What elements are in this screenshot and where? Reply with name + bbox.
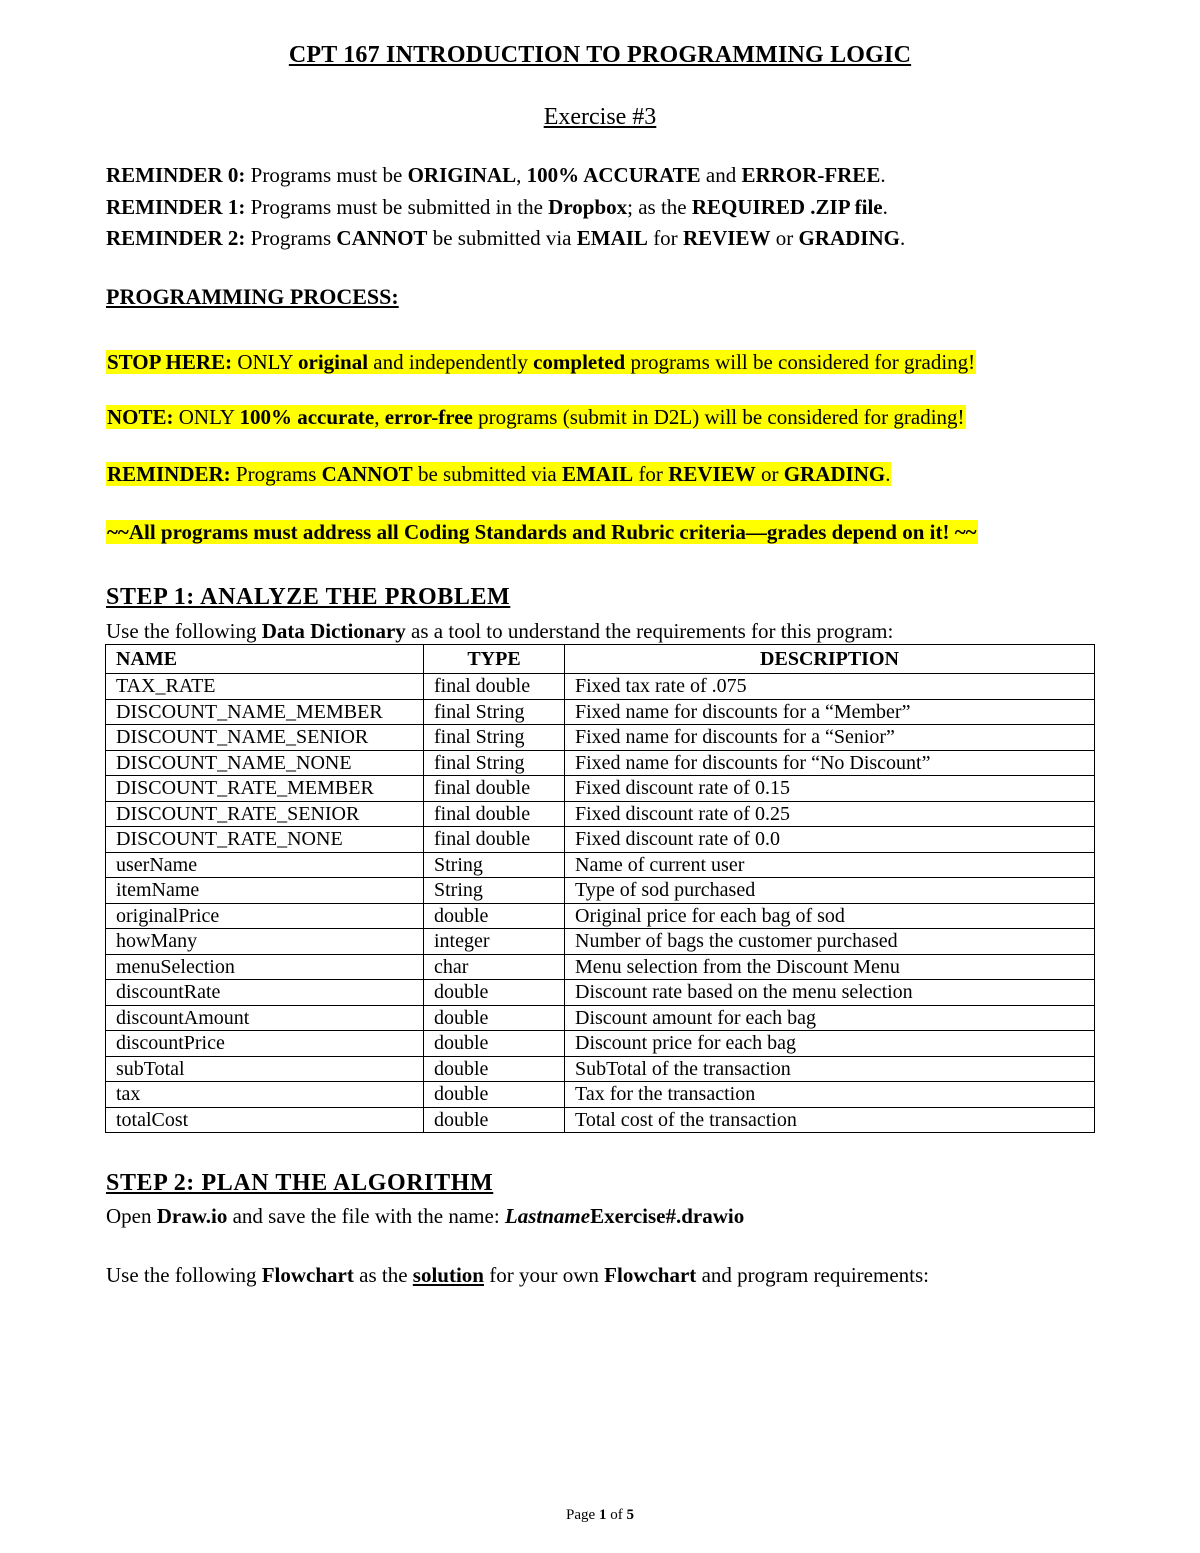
- instruction-bold: Flowchart: [604, 1263, 697, 1287]
- reminder-label: REMINDER 1:: [106, 194, 246, 219]
- cell-type: double: [424, 1107, 565, 1133]
- table-row: [106, 878, 1095, 904]
- cell-description: Name of current user: [565, 852, 1095, 878]
- reminder-bold: EMAIL: [576, 226, 648, 250]
- cell-name: totalCost: [106, 1107, 424, 1133]
- note-bold: original: [298, 350, 369, 374]
- cell-description: Fixed tax rate of .075: [565, 674, 1095, 700]
- cell-type: final double: [424, 674, 565, 700]
- cell-name: howMany: [106, 929, 424, 955]
- table-row: [106, 852, 1095, 878]
- reminder-bold: CANNOT: [336, 226, 428, 250]
- cell-description: Total cost of the transaction: [565, 1107, 1095, 1133]
- course-title: CPT 167 INTRODUCTION TO PROGRAMMING LOGIC: [288, 42, 912, 68]
- cell-name: itemName: [106, 878, 424, 904]
- reminder-text: or: [770, 226, 799, 250]
- cell-description: Fixed discount rate of 0.15: [565, 776, 1095, 802]
- cell-description: Original price for each bag of sod: [565, 903, 1095, 929]
- cell-name: subTotal: [106, 1056, 424, 1082]
- note-bold: CANNOT: [321, 462, 413, 486]
- table-row: [106, 699, 1095, 725]
- reminder-bold: ERROR-FREE: [741, 163, 881, 187]
- step1-intro: [106, 619, 893, 644]
- cell-name: DISCOUNT_NAME_NONE: [106, 750, 424, 776]
- table-row: [106, 1107, 1095, 1133]
- email-reminder-note: [106, 461, 891, 487]
- column-header-description: DESCRIPTION: [565, 645, 1095, 674]
- reminder-bold: REVIEW: [682, 226, 771, 250]
- coding-standards-note: [106, 519, 978, 545]
- note-text: programs (submit in D2L) will be considered for grading!: [472, 405, 965, 429]
- cell-name: tax: [106, 1082, 424, 1108]
- table-row: [106, 929, 1095, 955]
- step2-open-instruction: [106, 1204, 744, 1229]
- note-bold: completed: [533, 350, 626, 374]
- intro-text: Use the following: [106, 619, 262, 643]
- table-row: [106, 750, 1095, 776]
- cell-description: Menu selection from the Discount Menu: [565, 954, 1095, 980]
- table-row: [106, 903, 1095, 929]
- reminder-bold: REQUIRED .ZIP file: [691, 194, 883, 219]
- table-row: [106, 776, 1095, 802]
- reminder-2: [106, 223, 905, 255]
- cell-type: final String: [424, 750, 565, 776]
- cell-description: Fixed discount rate of 0.0: [565, 827, 1095, 853]
- cell-name: DISCOUNT_RATE_NONE: [106, 827, 424, 853]
- step2-flowchart-instruction: [106, 1263, 929, 1288]
- note-bold: error-free: [384, 405, 473, 429]
- note-text: be submitted via: [412, 462, 562, 486]
- reminder-text: .: [899, 226, 906, 250]
- note-label: NOTE:: [107, 405, 174, 429]
- note-bold: REVIEW: [668, 462, 756, 486]
- table-row: [106, 674, 1095, 700]
- reminder-text: Programs must be submitted in the: [245, 194, 549, 219]
- reminder-label: REMINDER 0:: [106, 163, 246, 187]
- cell-description: Fixed name for discounts for “No Discount”: [565, 750, 1095, 776]
- cell-name: DISCOUNT_RATE_MEMBER: [106, 776, 424, 802]
- cell-name: DISCOUNT_RATE_SENIOR: [106, 801, 424, 827]
- instruction-text: for your own: [484, 1263, 605, 1287]
- cell-type: char: [424, 954, 565, 980]
- cell-type: final double: [424, 827, 565, 853]
- reminder-text: be submitted via: [427, 226, 577, 250]
- note-text: programs will be considered for grading!: [625, 350, 976, 374]
- table-row: [106, 980, 1095, 1006]
- instruction-text: and save the file with the name:: [227, 1204, 505, 1228]
- note-bold: GRADING: [783, 462, 886, 486]
- cell-name: DISCOUNT_NAME_SENIOR: [106, 725, 424, 751]
- note-text: or: [755, 462, 784, 486]
- reminder-text: Programs: [245, 226, 337, 250]
- note-text: Programs: [230, 462, 322, 486]
- reminder-bold: ORIGINAL: [407, 163, 517, 187]
- cell-description: Type of sod purchased: [565, 878, 1095, 904]
- page-total: 5: [626, 1507, 634, 1523]
- cell-type: integer: [424, 929, 565, 955]
- reminder-text: .: [880, 163, 886, 187]
- reminders-block: [106, 160, 905, 255]
- stop-here-note: [106, 349, 976, 375]
- reminder-0: [106, 160, 905, 192]
- cell-type: double: [424, 903, 565, 929]
- intro-text: as a tool to understand the requirements for this program:: [405, 619, 894, 643]
- cell-type: double: [424, 1005, 565, 1031]
- instruction-bold: Exercise#.drawio: [590, 1204, 745, 1228]
- table-row: [106, 1082, 1095, 1108]
- cell-type: final String: [424, 699, 565, 725]
- note-label: REMINDER:: [107, 462, 231, 486]
- page-number: 1: [598, 1507, 607, 1523]
- cell-description: Fixed discount rate of 0.25: [565, 801, 1095, 827]
- cell-description: Discount price for each bag: [565, 1031, 1095, 1057]
- reminder-text: ; as the: [627, 194, 692, 219]
- table-row: [106, 801, 1095, 827]
- cell-type: final double: [424, 776, 565, 802]
- cell-type: double: [424, 980, 565, 1006]
- cell-description: Number of bags the customer purchased: [565, 929, 1095, 955]
- cell-name: discountRate: [106, 980, 424, 1006]
- cell-description: Fixed name for discounts for a “Member”: [565, 699, 1095, 725]
- cell-name: menuSelection: [106, 954, 424, 980]
- footer-text: Page: [566, 1507, 599, 1523]
- reminder-1: [106, 192, 905, 224]
- accuracy-note: [106, 404, 966, 430]
- table-body: [106, 674, 1095, 1133]
- cell-description: SubTotal of the transaction: [565, 1056, 1095, 1082]
- instruction-text: as the: [353, 1263, 413, 1287]
- instruction-text: Open: [106, 1204, 157, 1228]
- exercise-title: Exercise #3: [543, 104, 657, 130]
- reminder-bold: 100% ACCURATE: [526, 163, 701, 187]
- cell-type: double: [424, 1056, 565, 1082]
- column-header-type: TYPE: [424, 645, 565, 674]
- table-header-row: [106, 645, 1095, 674]
- note-text: .: [885, 462, 891, 486]
- table-row: [106, 827, 1095, 853]
- data-dictionary-table: [105, 644, 1095, 1133]
- cell-type: final String: [424, 725, 565, 751]
- cell-name: TAX_RATE: [106, 674, 424, 700]
- page-footer: [0, 1507, 1200, 1524]
- reminder-label: REMINDER 2:: [106, 226, 246, 250]
- instruction-bold: Flowchart: [261, 1263, 354, 1287]
- table-row: [106, 725, 1095, 751]
- column-header-name: NAME: [106, 645, 424, 674]
- instruction-bold: Draw.io: [156, 1204, 228, 1228]
- cell-name: originalPrice: [106, 903, 424, 929]
- note-text: and independently: [368, 350, 534, 374]
- standards-text: ~~All programs must address all Coding Standards and Rubric criteria—grades depend on it! ~~: [107, 520, 977, 544]
- cell-type: double: [424, 1031, 565, 1057]
- instruction-text: Use the following: [106, 1263, 262, 1287]
- note-bold: 100% accurate: [239, 405, 375, 429]
- table-row: [106, 954, 1095, 980]
- intro-bold: Data Dictionary: [261, 619, 406, 643]
- cell-description: Discount amount for each bag: [565, 1005, 1095, 1031]
- instruction-text: and program requirements:: [696, 1263, 929, 1287]
- instruction-bold-italic: Lastname: [504, 1204, 591, 1228]
- cell-name: DISCOUNT_NAME_MEMBER: [106, 699, 424, 725]
- reminder-text: and: [700, 163, 742, 187]
- cell-description: Fixed name for discounts for a “Senior”: [565, 725, 1095, 751]
- step2-heading: STEP 2: PLAN THE ALGORITHM: [106, 1170, 494, 1196]
- table-row: [106, 1056, 1095, 1082]
- reminder-bold: Dropbox: [548, 194, 628, 219]
- reminder-text: for: [647, 226, 683, 250]
- cell-type: String: [424, 878, 565, 904]
- reminder-text: Programs must be: [245, 163, 408, 187]
- cell-name: userName: [106, 852, 424, 878]
- table-row: [106, 1031, 1095, 1057]
- table-row: [106, 1005, 1095, 1031]
- cell-name: discountAmount: [106, 1005, 424, 1031]
- cell-type: String: [424, 852, 565, 878]
- note-text: ONLY: [232, 350, 299, 374]
- note-text: ONLY: [173, 405, 240, 429]
- cell-description: Tax for the transaction: [565, 1082, 1095, 1108]
- programming-process-heading: PROGRAMMING PROCESS:: [106, 284, 399, 309]
- step1-heading: STEP 1: ANALYZE THE PROBLEM: [106, 584, 511, 610]
- cell-type: final double: [424, 801, 565, 827]
- note-label: STOP HERE:: [107, 350, 233, 374]
- cell-description: Discount rate based on the menu selection: [565, 980, 1095, 1006]
- cell-type: double: [424, 1082, 565, 1108]
- note-bold: EMAIL: [562, 462, 634, 486]
- reminder-text: ,: [516, 163, 527, 187]
- reminder-bold: GRADING: [798, 226, 900, 250]
- note-text: for: [633, 462, 669, 486]
- reminder-text: .: [882, 194, 888, 219]
- note-text: ,: [374, 405, 385, 429]
- instruction-bold-underline: solution: [412, 1263, 484, 1287]
- footer-text: of: [606, 1507, 627, 1523]
- cell-name: discountPrice: [106, 1031, 424, 1057]
